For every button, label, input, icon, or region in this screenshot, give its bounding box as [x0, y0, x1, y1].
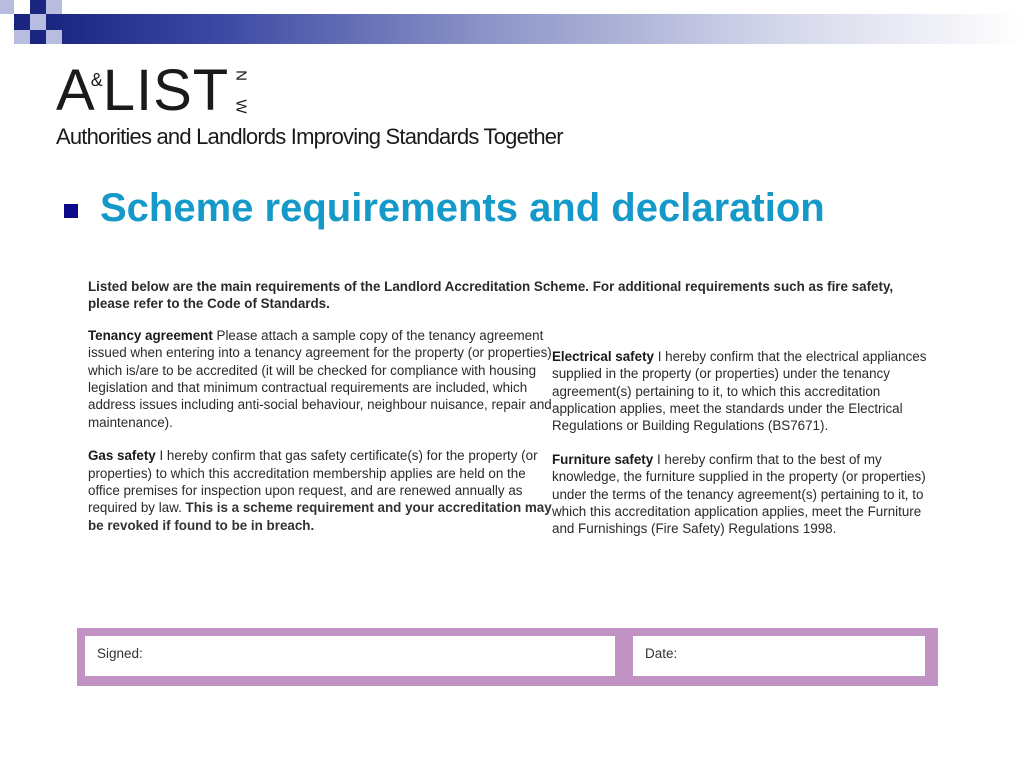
signed-label: Signed: [97, 646, 143, 661]
left-column [88, 327, 552, 554]
signed-field[interactable] [85, 636, 615, 676]
intro-paragraph: Listed below are the main requirements of the Landlord Accreditation Scheme. For additional requirements such as fire safety, please refer to the Code of Standards. [88, 279, 894, 312]
decor-square [14, 14, 30, 30]
band-gradient [46, 14, 1024, 44]
square-bullet-icon [64, 204, 78, 218]
decor-square [30, 30, 46, 44]
electrical-safety-body: I hereby confirm that the electrical appliances supplied in the property (or properties) under the tenancy agreement(s) pertaining to it, to which this accreditation application applies, meet the standards under the Electrical Regulations or Building Regulations (BS7671). [552, 348, 927, 434]
gas-safety-emphasis: This is a scheme requirement and your accreditation may be revoked if found to be in breach. [88, 500, 552, 533]
top-decorative-band [0, 0, 1024, 60]
decor-square [14, 30, 30, 44]
right-column [552, 327, 928, 554]
gas-safety-heading: Gas safety [88, 448, 156, 464]
logo-nw-mark [233, 68, 249, 114]
alist-logo [56, 58, 563, 150]
decor-square [30, 0, 46, 14]
date-field[interactable] [633, 636, 925, 676]
requirements-document [88, 278, 938, 554]
gas-safety-body: I hereby confirm that gas safety certificate(s) for the property (or properties) to which this accreditation membership applies are held on the office premises for inspection upon request, and are renewed annually as required by law. [88, 448, 538, 516]
logo-tagline: Authorities and Landlords Improving Standards Together [56, 124, 563, 149]
document-columns [88, 327, 938, 554]
logo-nw-letter: N [232, 70, 250, 81]
slide-title-text: Scheme requirements and declaration [100, 186, 825, 230]
slide-title [64, 186, 825, 231]
decor-square [0, 0, 14, 14]
date-label: Date: [645, 646, 678, 661]
signature-bar [77, 628, 938, 686]
decor-square [30, 14, 46, 30]
logo-letters-list: LIST [102, 58, 230, 123]
tenancy-agreement-paragraph [88, 327, 552, 431]
logo-wordmark [56, 58, 563, 123]
furniture-safety-paragraph [552, 451, 928, 538]
tenancy-agreement-heading: Tenancy agreement [88, 327, 213, 343]
logo-letter-a: A [56, 58, 93, 123]
furniture-safety-body: I hereby confirm that to the best of my knowledge, the furniture supplied in the property (or properties) under the terms of the tenancy agreement(s) pertaining to it, to which this accreditation application applies, meet the Furniture and Furnishings (Fire Safety) Regulations 1998. [552, 451, 926, 537]
electrical-safety-heading: Electrical safety [552, 348, 654, 364]
decor-square [46, 30, 62, 44]
gas-safety-paragraph [88, 447, 552, 534]
logo-ampersand: & [90, 70, 103, 90]
decor-square [46, 0, 62, 14]
logo-nw-letter: W [232, 99, 250, 114]
tenancy-agreement-body: Please attach a sample copy of the tenancy agreement issued when entering into a tenancy agreement for the property (or properties) which is/are to be accredited (it will be checked for compliance with housing legislation and that minimum contractual requirements are included, which address issues including anti-social behaviour, neighbour nuisance, repair and maintenance). [88, 327, 552, 430]
electrical-safety-paragraph [552, 348, 928, 435]
furniture-safety-heading: Furniture safety [552, 451, 654, 467]
